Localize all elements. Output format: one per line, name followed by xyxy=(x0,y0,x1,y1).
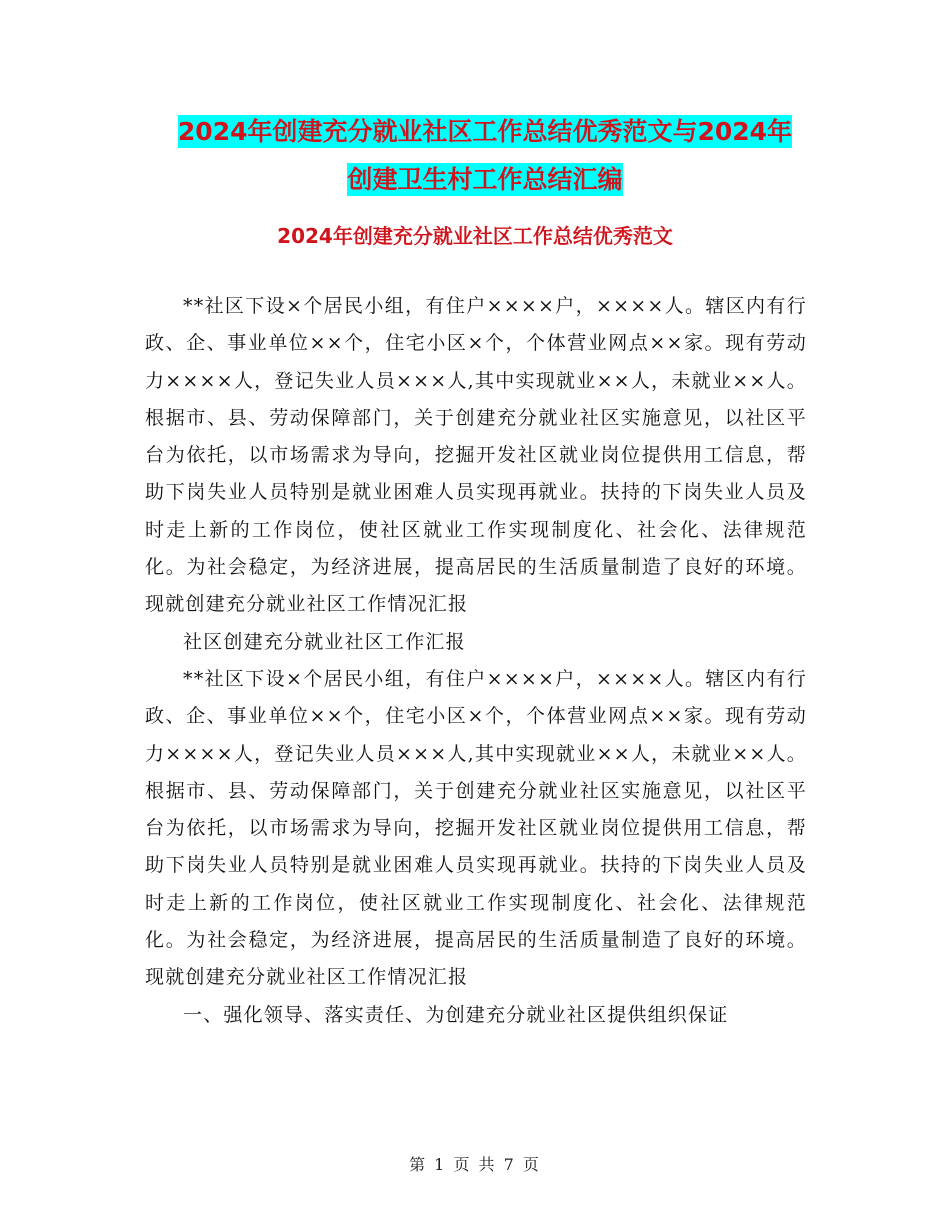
document-title xyxy=(145,108,825,204)
paragraph-4: 一、强化领导、落实责任、为创建充分就业社区提供组织保证 xyxy=(183,1003,729,1026)
paragraph-1: **社区下设×个居民小组，有住户××××户，××××人。辖区内有行政、企、事业单位××个，住宅小区×个，个体营业网点××家。现有劳动力××××人，登记失业人员×××人,其中实现就业××人，未就业××人。根据市、县、劳动保障部门，关于创建充分就业社区实施意见，以社区平台为依托，以市场需求为导向，挖掘开发社区就业岗位提供用工信息，帮助下岗失业人员特别是就业困难人员实现再就业。扶持的下岗失业人员及时走上新的工作岗位，使社区就业工作实现制度化、社会化、法律规范化。为社会稳定，为经济进展，提高居民的生活质量制造了良好的环境。现就创建充分就业社区工作情况汇报 xyxy=(145,295,807,616)
document-body xyxy=(145,288,807,1034)
page-footer: 第 1 页 共 7 页 xyxy=(409,1155,541,1174)
section-title: 2024年创建充分就业社区工作总结优秀范文 xyxy=(277,224,673,248)
paragraph-3: **社区下设×个居民小组，有住户××××户，××××人。辖区内有行政、企、事业单位××个，住宅小区×个，个体营业网点××家。现有劳动力××××人，登记失业人员×××人,其中实现就业××人，未就业××人。根据市、县、劳动保障部门，关于创建充分就业社区实施意见，以社区平台为依托，以市场需求为导向，挖掘开发社区就业岗位提供用工信息，帮助下岗失业人员特别是就业困难人员实现再就业。扶持的下岗失业人员及时走上新的工作岗位，使社区就业工作实现制度化、社会化、法律规范化。为社会稳定，为经济进展，提高居民的生活质量制造了良好的环境。现就创建充分就业社区工作情况汇报 xyxy=(145,667,807,989)
document-title-line2: 创建卫生村工作总结汇编 xyxy=(347,165,623,194)
paragraph-2: 社区创建充分就业社区工作汇报 xyxy=(183,630,466,653)
document-title-line1: 2024年创建充分就业社区工作总结优秀范文与2024年 xyxy=(177,117,793,146)
